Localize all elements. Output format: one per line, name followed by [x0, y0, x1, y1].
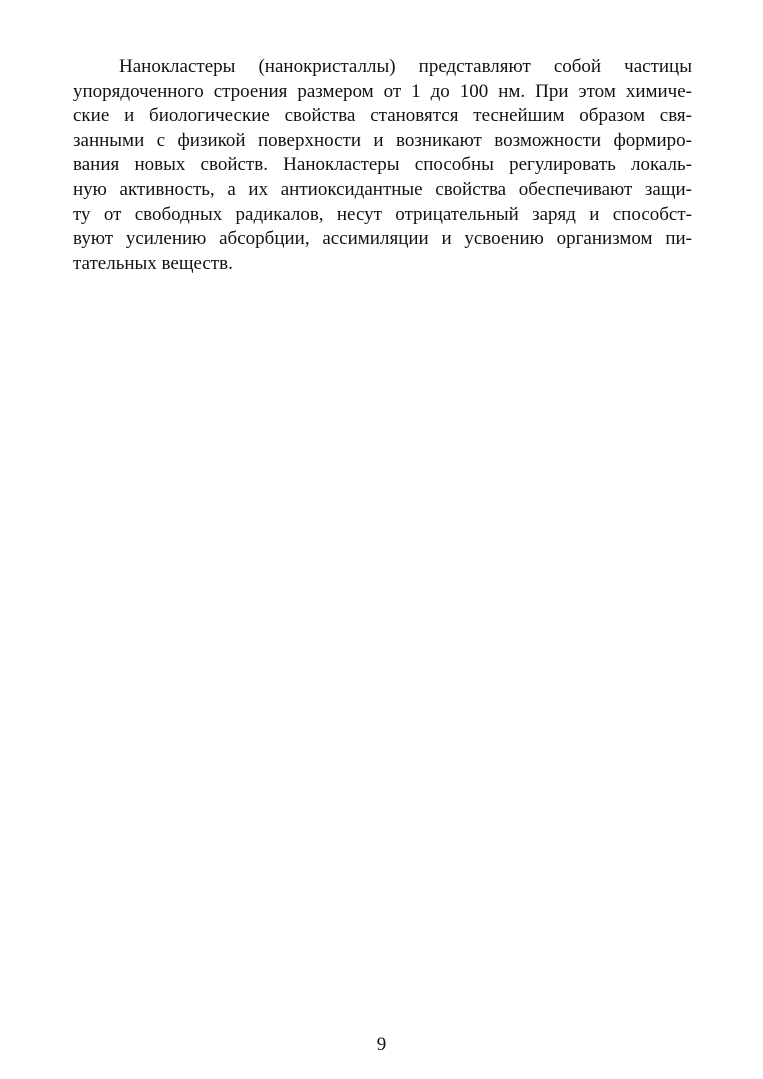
paragraph-line: ту от свободных радикалов, несут отрицательный заряд и способст-: [73, 203, 692, 225]
paragraph-line: Нанокластеры (нанокристаллы) представляют собой частицы: [119, 56, 692, 77]
paragraph-line: тательных веществ.: [73, 252, 233, 274]
page-number: 9: [376, 1034, 387, 1055]
paragraph-line: вуют усилению абсорбции, ассимиляции и усвоению организмом пи-: [73, 228, 692, 250]
paragraph-line: упорядоченного строения размером от 1 до 100 нм. При этом химиче-: [73, 80, 692, 102]
paragraph-line: занными с физикой поверхности и возникают возможности формиро-: [73, 129, 692, 151]
paragraph-line: ную активность, а их антиоксидантные свойства обеспечивают защи-: [73, 178, 692, 200]
paragraph-line: вания новых свойств. Нанокластеры способны регулировать локаль-: [73, 154, 692, 176]
paragraph-line: ские и биологические свойства становятся теснейшим образом свя-: [73, 105, 692, 127]
body-paragraph: [73, 55, 692, 276]
